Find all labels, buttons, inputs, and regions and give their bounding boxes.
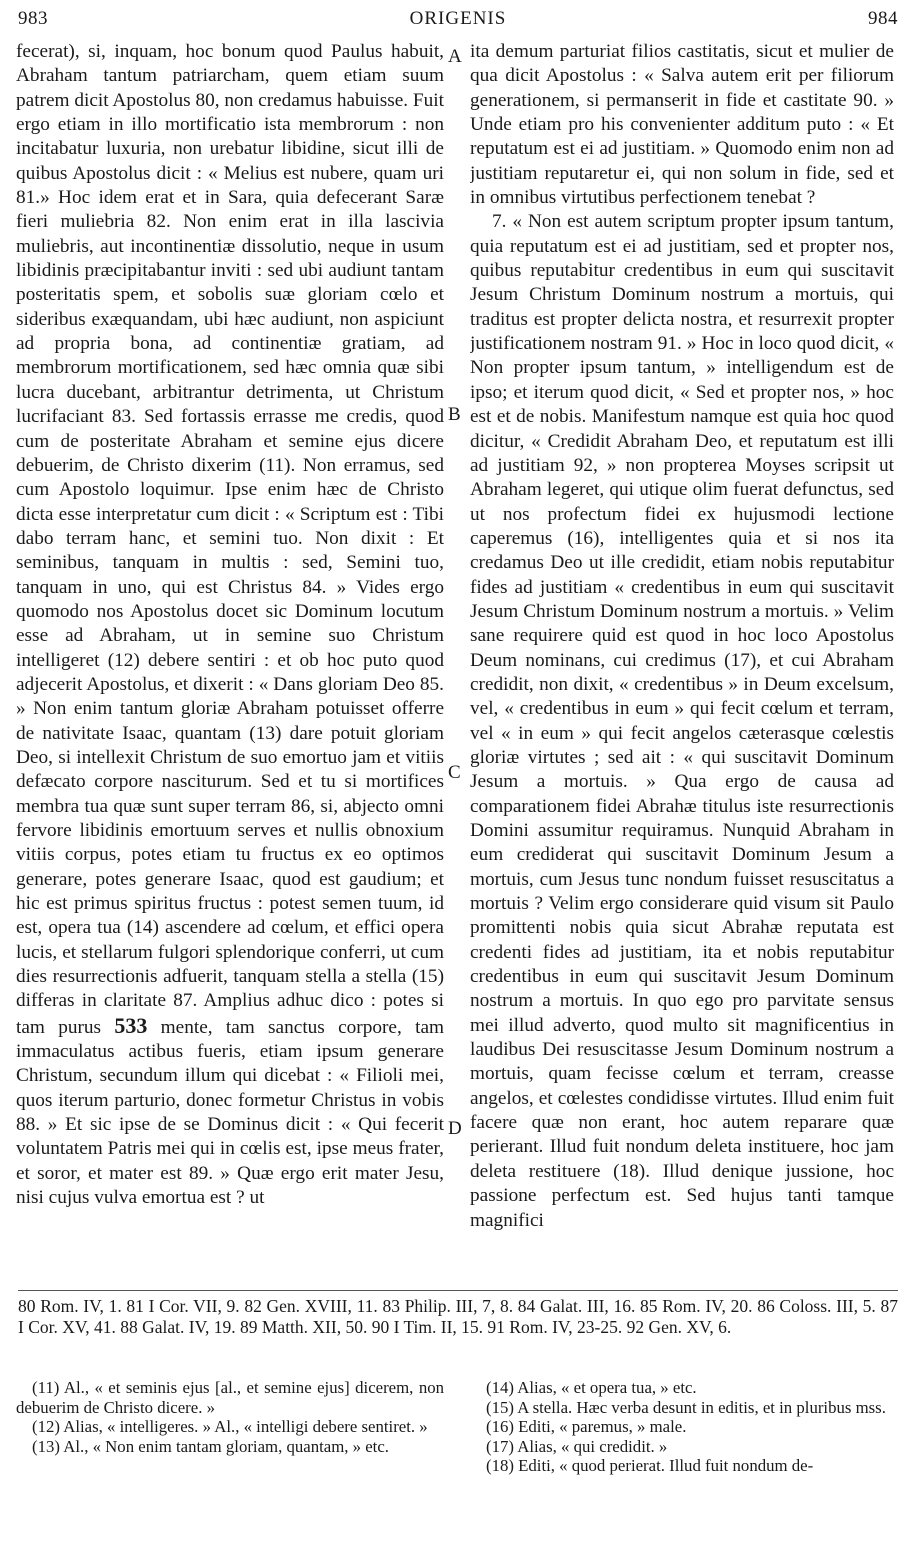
note-17: (17) Alias, « qui credidit. » xyxy=(486,1436,668,1456)
left-column-text xyxy=(16,40,444,1211)
column-number-left: 983 xyxy=(18,8,48,29)
note-15: (15) A stella. Hæc verba desunt in editis, et in pluribus mss. xyxy=(486,1397,886,1417)
column-number-right: 984 xyxy=(868,8,898,29)
note-14: (14) Alias, « et opera tua, » etc. xyxy=(486,1378,697,1397)
footnote-divider xyxy=(18,1290,898,1291)
right-paragraph-1: ita demum parturiat filios castitatis, sicut et mulier de qua dicit Apostolus : « Salva autem erit per filiorum generationem, si permanserit in fide et castitate 90. » Unde etiam pro his convenienter additum puto : « Et reputatum est ei ad justitiam. » Quomodo enim non ad justitiam reputaretur ei, qui non solum in fide, sed et in omnibus virtutibus perfectionem tenebat ? xyxy=(470,41,894,209)
section-marker-b: B xyxy=(448,404,461,425)
left-column xyxy=(16,40,444,1211)
note-12: (12) Alias, « intelligeres. » Al., « intelligi debere sentiret. » xyxy=(32,1417,428,1436)
scripture-references: 80 Rom. IV, 1. 81 I Cor. VII, 9. 82 Gen. XVIII, 11. 83 Philip. III, 7, 8. 84 Galat. III, 16. 85 Rom. IV, 20. 86 Coloss. III, 5. 87 I Cor. XV, 41. 88 Galat. IV, 19. 89 Matth. XII, 50. 90 I Tim. II, 15. 91 Rom. IV, 23-25. 92 Gen. XV, 6. xyxy=(18,1296,898,1337)
right-paragraph-2: 7. « Non est autem scriptum propter ipsum tantum, quia reputatum est ei ad justitiam, sed et propter nos, quibus reputabitur credentibus in eum qui suscitavit Jesum Christum Dominum nostrum a mortuis, qui traditus est propter delicta nostra, et resurrexit propter justificationem nostram 91. » Hoc in loco quod dicit, « Non propter ipsum tantum, » intelligendum est de ipso; et iterum quod dicit, « Sed et propter nos, » hoc est et de nobis. Manifestum namque est quia hoc quod dicitur, « Credidit Abraham Deo, et reputatum est illi ad justitiam 92, » non propterea Moyses scripsit ut Abraham legeret, qui utique olim fuerat defunctus, sed ut nos profectum fidei ex hujusmodi lectione caperemus (16), intelligentes quia et si nos ita credamus Deo ut ille credidit, etiam nobis reputabitur fides ad justitiam « credentibus in eum qui suscitavit Jesum Christum Dominum nostrum a mortuis. » Velim sane requirere quid est quod in hoc loco Apostolus Deum nominans, cui credimus (17), et cui Abraham credidit, non dixit, « credentibus » in Deum excelsum, vel, « credentibus in eum » qui fecit cœlum et terram, vel « in eum » qui fecit angelos cæterasque cœlestis gloriæ virtutes ; sed ait : « qui suscitavit Dominum Jesum a mortuis. » Qua ergo de causa ad comparationem fidei Abrahæ titulus iste resurrectionis Domini assumitur requiramus. Nunquid Abraham in eum crediderat qui suscitavit Dominum Jesum a mortuis, cum Jesus tunc nondum fuisset resuscitatus a mortuis ? Velim ergo considerare quid visum sit Paulo promittenti nobis quia sicut Abrahæ reputata est credenti fides ad justitiam, ita et nobis reputabitur credentibus in eum qui suscitavit Jesum Dominum nostrum a mortuis. In quo ego pro parvitate sensus mei illud adverto, quod multo sit magnificentius in laudibus Dei resuscitasse Jesum Dominum nostrum a mortuis, quam fecisse cœlum et terram, creasse angelos, et cœlestes condidisse virtutes. Illud enim fuit facere quæ non erant, hoc autem reparare quæ perierant. Illud fuit nondum deleta instituere, hoc jam deleta restituere (18). Illud denique jussione, hoc passione perfectum est. Sed hujus tanti tamque magnifici xyxy=(470,211,894,1231)
running-header xyxy=(18,8,898,34)
critical-notes-right xyxy=(470,1378,894,1476)
left-text-after-column-number: mente, tam sanctus corpore, tam immaculatus actibus fueris, etiam ipsum generare Christum, secundum illum qui dicebat : « Filioli mei, quos iterum parturio, donec formetur Christus in vobis 88. » Et sic ipse de se Dominus dicit : « Qui fecerit voluntatem Patris mei qui in cœlis est, ipse meus frater, et soror, et mater est 89. » Quæ ergo erit mater Jesu, nisi cujus vulva emortua est ? ut xyxy=(16,1016,444,1209)
note-18: (18) Editi, « quod perierat. Illud fuit nondum de- xyxy=(486,1456,814,1475)
left-text-before-column-number: fecerat), si, inquam, hoc bonum quod Paulus habuit, Abraham tantum patriarcham, quem etiam suum patrem dicit Apostolus 80, non credamus habuisse. Fuit ergo etiam in illo mortificatio ista membrorum : non incitabatur luxuria, non urebatur libidine, sicut illi de quibus Apostolus dicit : « Melius est nubere, quam uri 81.» Hoc idem erat et in Sara, quia defecerant Saræ fieri muliebria 82. Non enim erat in illa lascivia muliebris, aut incontinentiæ dissolutio, neque in usum libidinis præcipitabantur inviti : sed ubi audiunt tantam posteritatis spem, et sobolis suæ gloriam cœlo et sideribus exæquandam, ubi hæc audiunt, non aspiciunt ad propria bona, ad continentiæ gratiam, ad membrorum mortificationem, sed hæc omnia quæ sibi lucra ducebant, arbitrantur detrimenta, ut Christum lucrifaciant 83. Sed fortassis errasse me credis, quod cum de posteritate Abraham et semine ejus dicere debuerim, de Christo dixerim (11). Non erramus, sed cum Apostolo loquimur. Ipse enim hæc de Christo dicta esse interpretatur cum dicit : « Scriptum est : Tibi dabo terram hanc, et semini tuo. Non dixit : Et seminibus, tanquam in multis : sed, Semini tuo, tanquam in uno, qui est Christus 84. » Vides ergo quomodo nos Apostolus docet sic Dominum locutum esse ad Abraham, ut in semine suo Christum intelligeret (12) debere sentiri : et ob hoc puto quod adjecerit Apostolus, et dixerit : « Dans gloriam Deo 85. » Non enim tantum gloriæ Abraham potuisset offerre de nativitate Isaac, quantam (13) dare potuit gloriam Deo, si intellexit Christum de suo emortuo jam et vitiis defæcato corpore nasciturum. Sed et tu si mortifices membra tua quæ sunt super terram 86, si, abjecto omni fervore libidinis emortuum serves et nullis obnoxium vitiis corpus, potes etiam tu fructus ex eo optimos generare, potes generare Isaac, quod est gaudium; et hic est primus spiritus fructus : potest semen tuum, id est, opera tua (14) ascendere ad cœlum, et effici opera lucis, et stellarum fulgori splendorique conferri, ut cum dies resurrectionis adfuerit, tanquam stella a stella (15) differas in claritate 87. Amplius adhuc dico : potes si tam purus xyxy=(16,41,444,1038)
note-16: (16) Editi, « paremus, » male. xyxy=(486,1417,687,1436)
note-13: (13) Al., « Non enim tantam gloriam, quantam, » etc. xyxy=(32,1436,389,1456)
section-marker-d: D xyxy=(448,1118,462,1139)
right-column xyxy=(470,40,894,1233)
critical-notes-left xyxy=(16,1378,444,1456)
section-marker-c: C xyxy=(448,762,461,783)
inline-column-number: 533 xyxy=(114,1012,148,1038)
note-11: (11) Al., « et seminis ejus [al., et semine ejus] dicerem, non debuerim de Christo dicere. » xyxy=(16,1378,444,1417)
section-marker-a: A xyxy=(448,46,462,67)
running-title: ORIGENIS xyxy=(409,8,507,29)
